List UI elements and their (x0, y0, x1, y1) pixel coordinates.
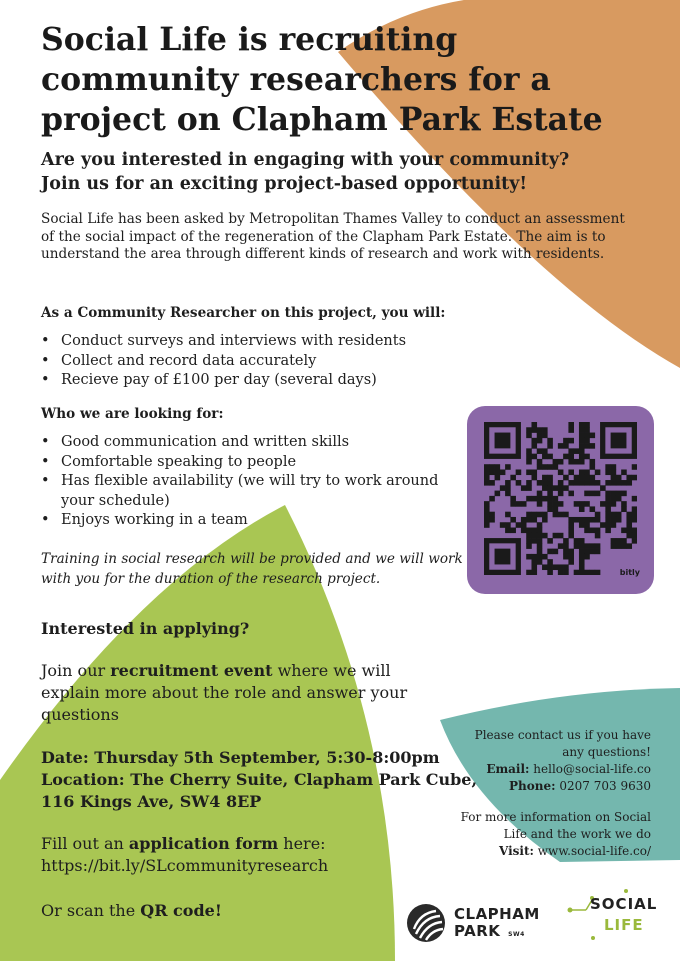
list-item: • Comfortable speaking to people (41, 453, 441, 473)
email-label: Email: (486, 762, 530, 776)
subtitle (41, 148, 661, 196)
form-emphasis: application form (128, 834, 279, 853)
park-wordmark: PARK (454, 922, 501, 940)
contact-line-2: any questions! (562, 745, 651, 759)
list-item: • Enjoys working in a team (41, 511, 441, 531)
page-title: Social Life is recruiting community researchers for a project on Clapham Park Estate (41, 21, 603, 138)
qr-code-card[interactable] (467, 406, 654, 594)
scan-emphasis: QR code! (140, 901, 222, 920)
website-link[interactable]: www.social-life.co/ (533, 844, 651, 858)
recruitment-event-emphasis: recruitment event (110, 661, 273, 680)
event-details (41, 747, 477, 813)
sw4-wordmark: SW4 (508, 931, 525, 938)
contact-line-1: Please contact us if you have (474, 728, 651, 742)
list-item: • Good communication and written skills (41, 433, 441, 453)
role-list (41, 332, 461, 391)
social-life-logo (566, 888, 666, 946)
intro-paragraph: Social Life has been asked by Metropolitan Thames Valley to conduct an assessment of the social impact of the regeneration of the Clapham Park Estate. The aim is to understand the area through different kinds of research and work with residents. (41, 211, 625, 262)
clapham-wordmark: CLAPHAM (454, 905, 540, 923)
phone-label: Phone: (509, 779, 556, 793)
clapham-park-logo-icon (406, 903, 446, 943)
event-location-line-2: 116 Kings Ave, SW4 8EP (41, 792, 262, 811)
join-prefix: Join our (41, 661, 111, 680)
training-note: Training in social research will be provided and we will work with you for the duration of the research project. (41, 551, 463, 587)
apply-heading: Interested in applying? (41, 619, 250, 638)
more-info-line-1: For more information on Social (460, 810, 651, 824)
form-suffix: here: (278, 834, 326, 853)
social-wordmark: SOCIAL (590, 895, 658, 913)
event-location-line-1: Location: The Cherry Suite, Clapham Park Cube, (41, 770, 478, 789)
list-item: • Conduct surveys and interviews with residents (41, 332, 461, 352)
list-item: • Collect and record data accurately (41, 352, 461, 372)
more-info-line-2: Life and the work we do (503, 827, 651, 841)
event-date: Date: Thursday 5th September, 5:30-8:00pm (41, 748, 440, 767)
join-suffix: where we will explain more about the role and answer your questions (41, 661, 408, 724)
application-form-text (41, 833, 328, 877)
form-prefix: Fill out an (41, 834, 129, 853)
email-link[interactable]: hello@social-life.co (529, 762, 651, 776)
subtitle-line-2: Join us for an exciting project-based opportunity! (41, 174, 528, 194)
qr-brand-label: bitly (619, 568, 640, 577)
phone-number: 0207 703 9630 (555, 779, 651, 793)
scan-qr-text (41, 900, 222, 922)
visit-label: Visit: (499, 844, 534, 858)
qr-code-icon (484, 422, 637, 575)
recruitment-event-text (41, 660, 441, 726)
application-form-link[interactable]: https://bit.ly/SLcommunityresearch (41, 856, 329, 875)
life-wordmark: LIFE (604, 916, 644, 934)
subtitle-line-1: Are you interested in engaging with your community? (41, 150, 570, 170)
list-item: • Has flexible availability (we will try to work around your schedule) (41, 472, 441, 511)
looking-heading: Who we are looking for: (41, 406, 224, 422)
clapham-park-logo (406, 903, 552, 945)
contact-block (475, 727, 651, 795)
role-heading: As a Community Researcher on this project, you will: (41, 305, 446, 321)
scan-prefix: Or scan the (41, 901, 141, 920)
list-item: • Recieve pay of £100 per day (several days) (41, 371, 461, 391)
looking-list (41, 433, 441, 531)
more-info-block (461, 809, 651, 860)
